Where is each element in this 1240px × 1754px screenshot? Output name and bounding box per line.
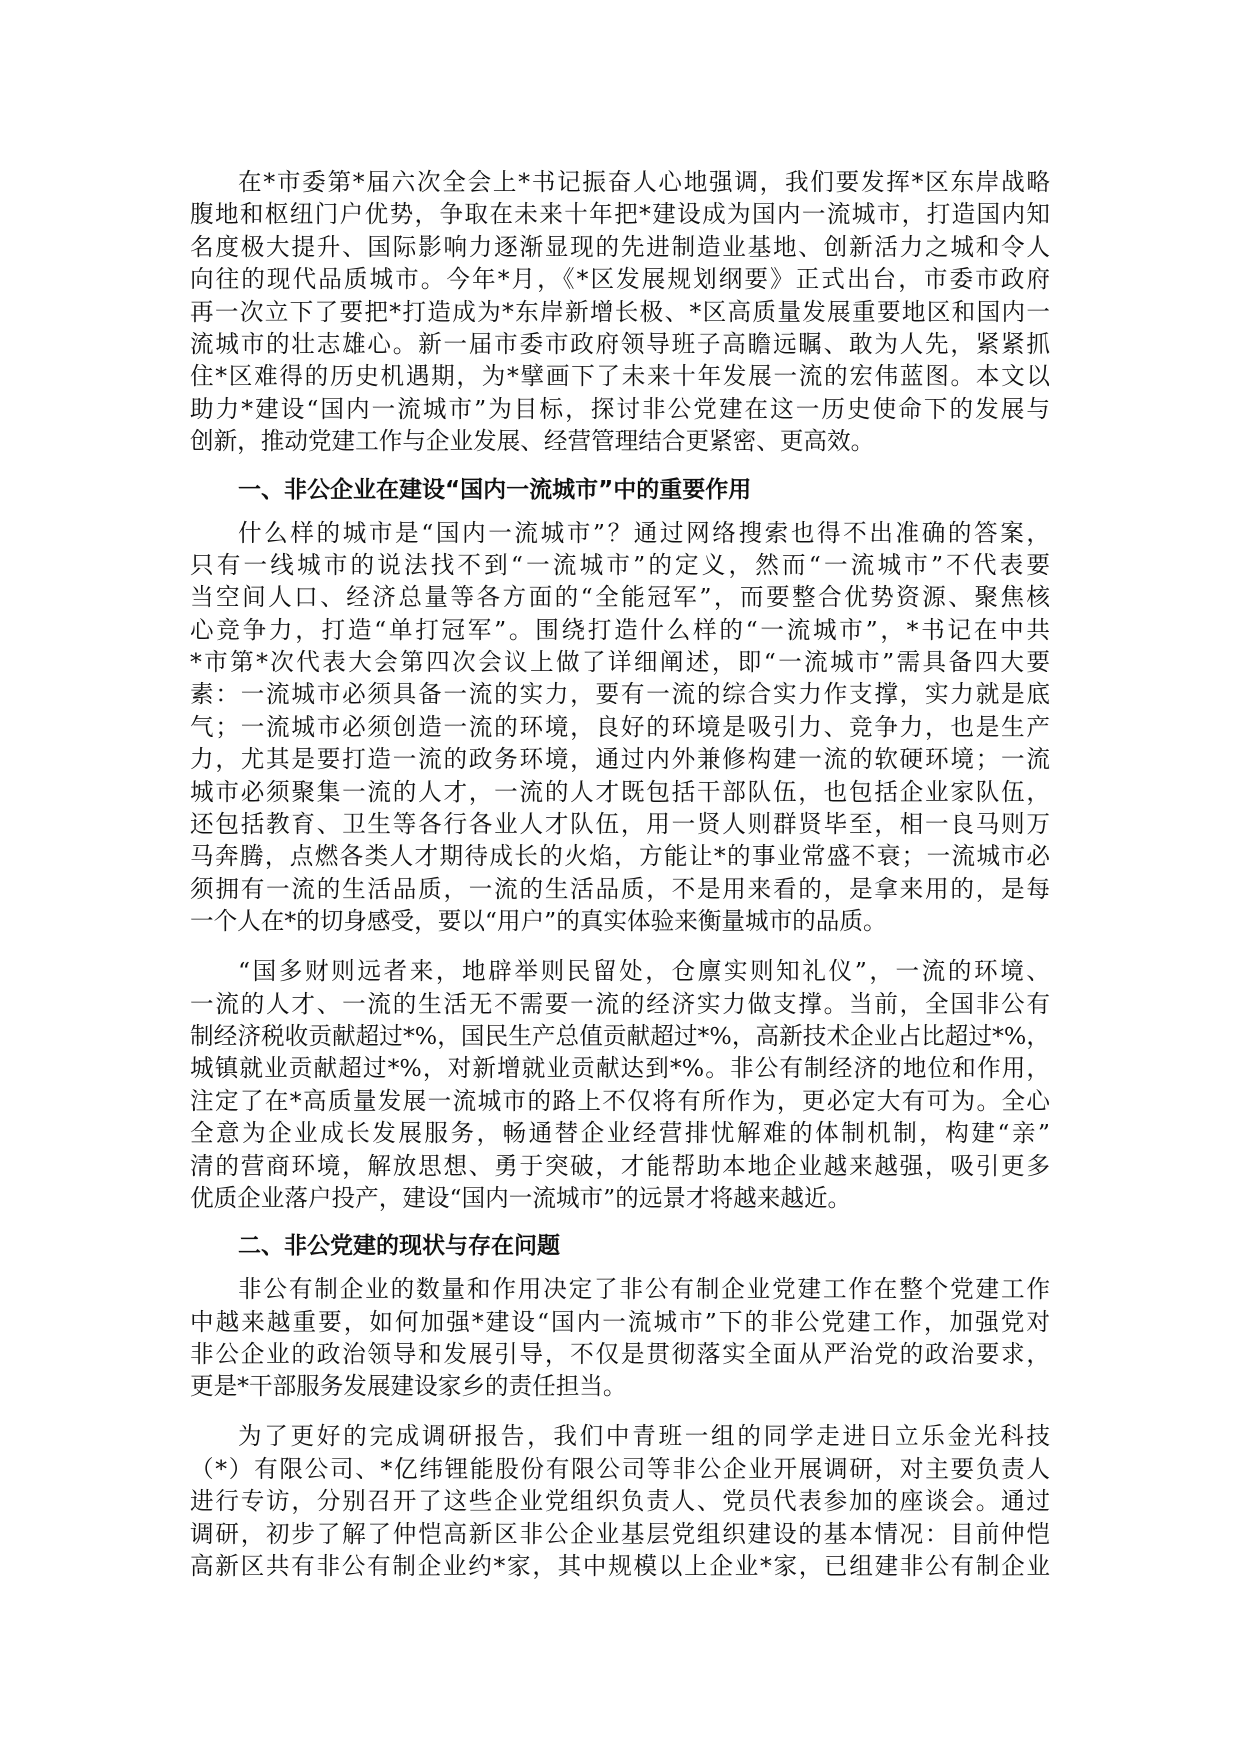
text-line: 再一次立下了要把*打造成为*东岸新增长极、*区高质量发展重要地区和国内一 xyxy=(190,297,1050,326)
paragraph-research xyxy=(190,1420,1050,1582)
text-line: 为了更好的完成调研报告，我们中青班一组的同学走进日立乐金光科技 xyxy=(238,1422,1050,1451)
text-line: 制经济税收贡献超过*%，国民生产总值贡献超过*%，高新技术企业占比超过*%， xyxy=(190,1021,1050,1050)
text-line: 高新区共有非公有制企业约*家，其中规模以上企业*家，已组建非公有制企业 xyxy=(190,1552,1050,1580)
text-line: 非公企业的政治领导和发展引导，不仅是贯彻落实全面从严治党的政治要求， xyxy=(190,1340,1050,1369)
text-line: 城镇就业贡献超过*%，对新增就业贡献达到*%。非公有制经济的地位和作用， xyxy=(190,1054,1050,1083)
text-line: 当空间人口、经济总量等各方面的“全能冠军”，而要整合优势资源、聚焦核 xyxy=(190,583,1050,612)
text-line: 流城市的壮志雄心。新一届市委市政府领导班子高瞻远瞩、敢为人先，紧紧抓 xyxy=(190,329,1050,358)
text-line: 须拥有一流的生活品质，一流的生活品质，不是用来看的，是拿来用的，是每 xyxy=(190,874,1050,903)
text-line: 全意为企业成长发展服务，畅通替企业经营排忧解难的体制机制，构建“亲” xyxy=(190,1119,1050,1148)
text-line: 进行专访，分别召开了这些企业党组织负责人、党员代表参加的座谈会。通过 xyxy=(190,1487,1050,1516)
text-line: *市第*次代表大会第四次会议上做了详细阐述，即“一流城市”需具备四大要 xyxy=(190,648,1050,677)
text-line: 气；一流城市必须创造一流的环境，良好的环境是吸引力、竞争力，也是生产 xyxy=(190,712,1050,741)
section-heading-1: 一、非公企业在建设“国内一流城市”中的重要作用 xyxy=(238,476,752,503)
text-line: 素：一流城市必须具备一流的实力，要有一流的综合实力作支撑，实力就是底 xyxy=(190,680,1050,709)
text-line: 注定了在*高质量发展一流城市的路上不仅将有所作为，更必定大有可为。全心 xyxy=(190,1086,1050,1115)
text-line: 中越来越重要，如何加强*建设“国内一流城市”下的非公党建工作，加强党对 xyxy=(190,1307,1050,1336)
text-line: 城市必须聚集一流的人才，一流的人才既包括干部队伍，也包括企业家队伍， xyxy=(190,777,1050,806)
text-line: 在*市委第*届六次全会上*书记振奋人心地强调，我们要发挥*区东岸战略 xyxy=(238,168,1050,196)
text-line: 清的营商环境，解放思想、勇于突破，才能帮助本地企业越来越强，吸引更多 xyxy=(190,1151,1050,1180)
text-line: 腹地和枢纽门户优势，争取在未来十年把*建设成为国内一流城市，打造国内知 xyxy=(190,200,1050,229)
text-line: 住*区难得的历史机遇期，为*擘画下了未来十年发展一流的宏伟蓝图。本文以 xyxy=(190,362,1050,391)
paragraph-first-class-city xyxy=(190,517,1050,938)
text-line: 向往的现代品质城市。今年*月，《*区发展规划纲要》正式出台，市委市政府 xyxy=(190,265,1050,294)
text-line: 什么样的城市是“国内一流城市”？通过网络搜索也得不出准确的答案， xyxy=(238,518,1050,547)
text-line: 优质企业落户投产，建设“国内一流城市”的远景才将越来越近。 xyxy=(190,1183,852,1212)
text-line: 调研，初步了解了仲恺高新区非公企业基层党组织建设的基本情况：目前仲恺 xyxy=(190,1519,1050,1548)
text-line: 更是*干部服务发展建设家乡的责任担当。 xyxy=(190,1372,627,1401)
text-line: 马奔腾，点燃各类人才期待成长的火焰，方能让*的事业常盛不衰；一流城市必 xyxy=(190,842,1050,871)
paragraph-intro xyxy=(190,166,1050,458)
text-line: 非公有制企业的数量和作用决定了非公有制企业党建工作在整个党建工作 xyxy=(238,1275,1050,1304)
text-line: 名度极大提升、国际影响力逐渐显现的先进制造业基地、创新活力之城和令人 xyxy=(190,232,1050,261)
text-line: 心竞争力，打造“单打冠军”。围绕打造什么样的“一流城市”，*书记在中共 xyxy=(190,615,1050,644)
text-line: 还包括教育、卫生等各行各业人才队伍，用一贤人则群贤毕至，相一良马则万 xyxy=(190,810,1050,839)
text-line: 一个人在*的切身感受，要以“用户”的真实体验来衡量城市的品质。 xyxy=(190,907,887,936)
text-line: 力，尤其是要打造一流的政务环境，通过内外兼修构建一流的软硬环境；一流 xyxy=(190,745,1050,774)
paragraph-party-building xyxy=(190,1273,1050,1403)
paragraph-economic-strength xyxy=(190,955,1050,1214)
section-heading-2: 二、非公党建的现状与存在问题 xyxy=(238,1233,560,1260)
text-line: 助力*建设“国内一流城市”为目标，探讨非公党建在这一历史使命下的发展与 xyxy=(190,394,1050,423)
text-line: （*）有限公司、*亿纬锂能股份有限公司等非公企业开展调研，对主要负责人 xyxy=(190,1454,1050,1483)
text-line: 只有一线城市的说法找不到“一流城市”的定义，然而“一流城市”不代表要 xyxy=(190,550,1050,579)
text-line: 创新，推动党建工作与企业发展、经营管理结合更紧密、更高效。 xyxy=(190,427,875,456)
document-page xyxy=(190,166,1050,1600)
text-line: 一流的人才、一流的生活无不需要一流的经济实力做支撑。当前，全国非公有 xyxy=(190,989,1050,1018)
text-line: “国多财则远者来，地辟举则民留处，仓廪实则知礼仪”，一流的环境、 xyxy=(238,957,1050,986)
